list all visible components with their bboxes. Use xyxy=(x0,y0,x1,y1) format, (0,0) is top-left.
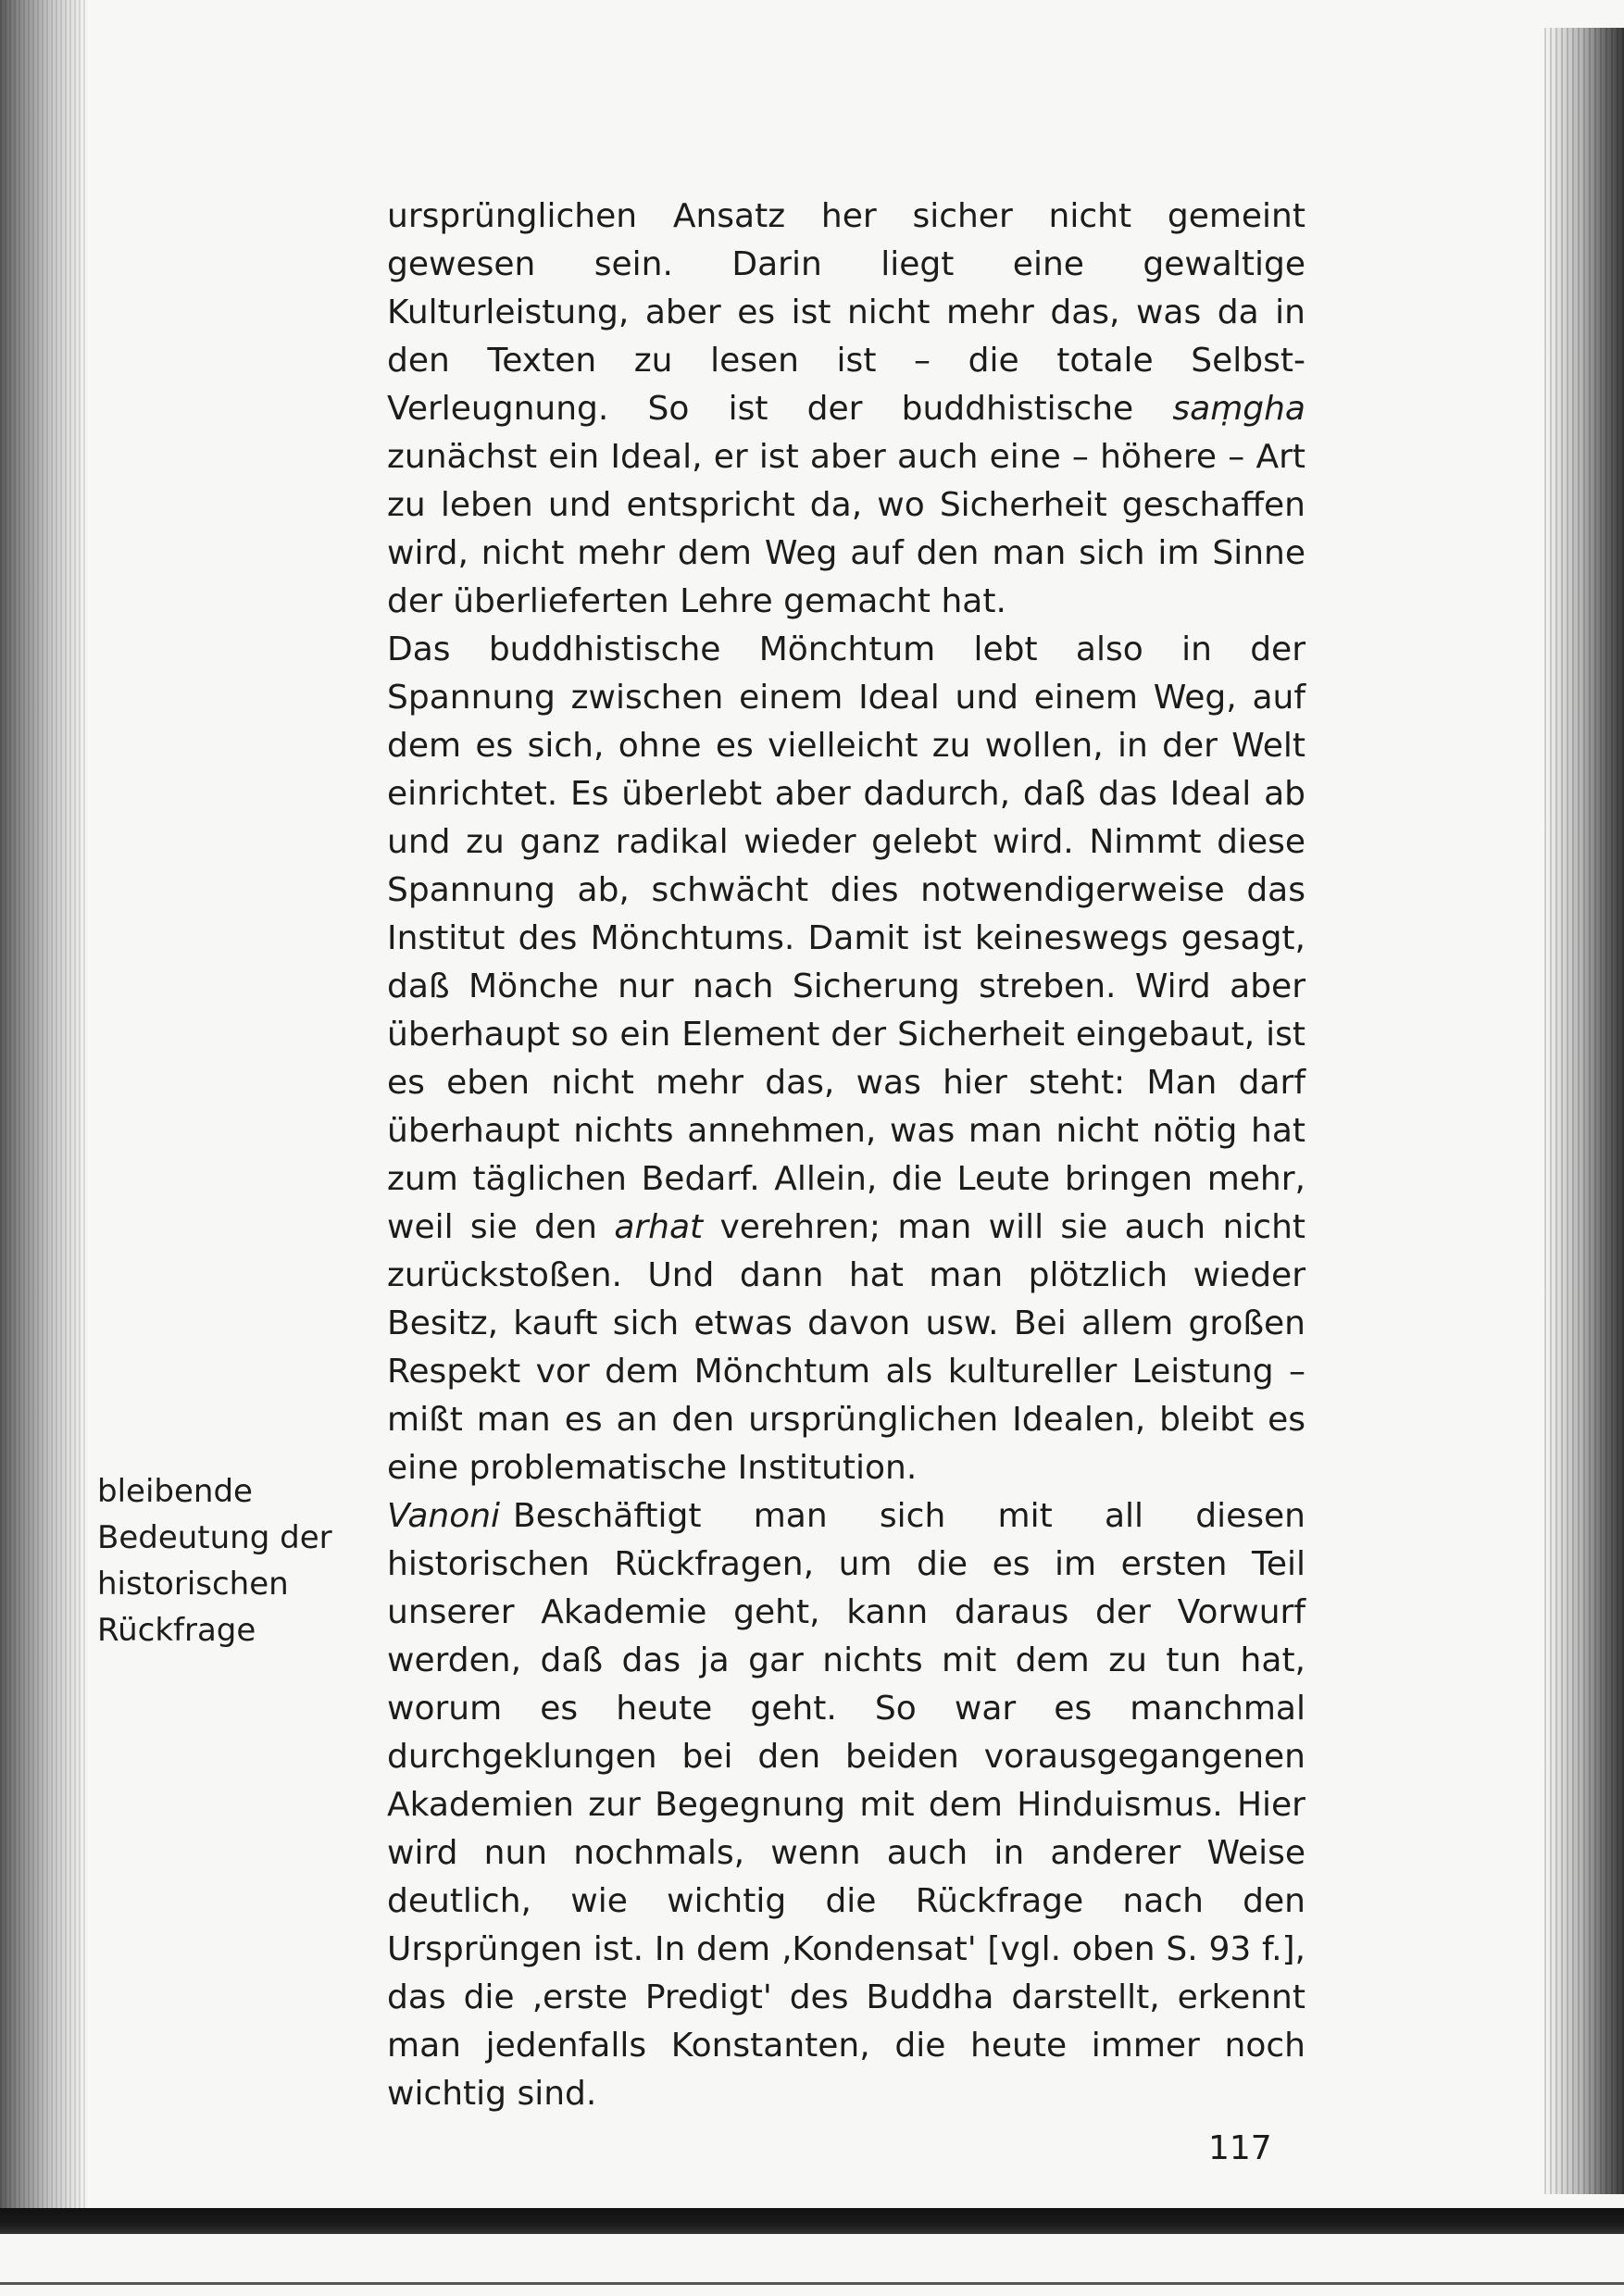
paragraph-3: Vanoni Beschäftigt man sich mit all diesen historischen Rückfragen, um die es im ersten Teil unserer Akademie geht, kann daraus der Vorwurf werden, daß das ja gar nichts mit dem zu tun hat, worum es heute geht. So war es manchmal durchgeklungen bei den beiden vorausgegangenen Akademien zur Begegnung mit dem Hinduismus. Hier wird nun nochmals, wenn auch in anderer Weise deutlich, wie wichtig die Rückfrage nach den Ursprüngen ist. In dem ‚Kondensat' [vgl. oben S. 93 f.], das die ‚erste Predigt' des Buddha darstellt, erkennt man jedenfalls Konstanten, die heute immer noch wichtig sind. xyxy=(387,1497,1305,2113)
bottom-scan-edge xyxy=(0,2208,1624,2234)
page-number: 117 xyxy=(1208,2129,1272,2167)
margin-note xyxy=(97,1468,375,1653)
paragraph-2: Das buddhistische Mönchtum lebt also in der Spannung zwischen einem Ideal und einem Weg, auf dem es sich, ohne es vielleicht zu wollen, in der Welt einrichtet. Es überlebt aber dadurch, daß das Ideal ab und zu ganz radikal wieder gelebt wird. Nimmt diese Spannung ab, schwächt dies notwendigerweise das Institut des Mönchtums. Damit ist keineswegs gesagt, daß Mönche nur nach Sicherung streben. Wird aber überhaupt so ein Element der Sicherheit eingebaut, ist es eben nicht mehr das, was hier steht: Man darf überhaupt nichts annehmen, was man nicht nötig hat zum täglichen Bedarf. Allein, die Leute bringen mehr, weil sie den arhat verehren; man will sie auch nicht zurückstoßen. Und dann hat man plötzlich wieder Besitz, kauft sich etwas davon usw. Bei allem großen Respekt vor dem Mönchtum als kultureller Leistung – mißt man es an den ursprünglichen Idealen, bleibt es eine problematische Institution. xyxy=(387,630,1305,1487)
margin-note-line: bleibende xyxy=(97,1473,253,1510)
right-scan-edge xyxy=(1544,28,1624,2194)
bottom-scan-line xyxy=(0,2282,1624,2285)
term-arhat: arhat xyxy=(614,1208,704,1246)
speaker-name: Vanoni xyxy=(387,1497,501,1535)
margin-note-line: historischen xyxy=(97,1566,289,1603)
paragraph-1: ursprünglichen Ansatz her sicher nicht gemeint gewesen sein. Darin liegt eine gewaltige Kulturleistung, aber es ist nicht mehr das, was da in den Texten zu lesen ist – die totale Selbst-Verleugnung. So ist der buddhistische saṃgha zunächst ein Ideal, er ist aber auch eine – höhere – Art zu leben und entspricht da, wo Sicherheit geschaffen wird, nicht mehr dem Weg auf den man sich im Sinne der überlieferten Lehre gemacht hat. xyxy=(387,197,1305,620)
term-samgha: saṃgha xyxy=(1172,390,1305,428)
margin-note-line: Rückfrage xyxy=(97,1612,256,1649)
left-scan-edge xyxy=(0,0,88,2222)
margin-note-line: Bedeutung der xyxy=(97,1519,332,1556)
main-text-column xyxy=(387,193,1305,2118)
